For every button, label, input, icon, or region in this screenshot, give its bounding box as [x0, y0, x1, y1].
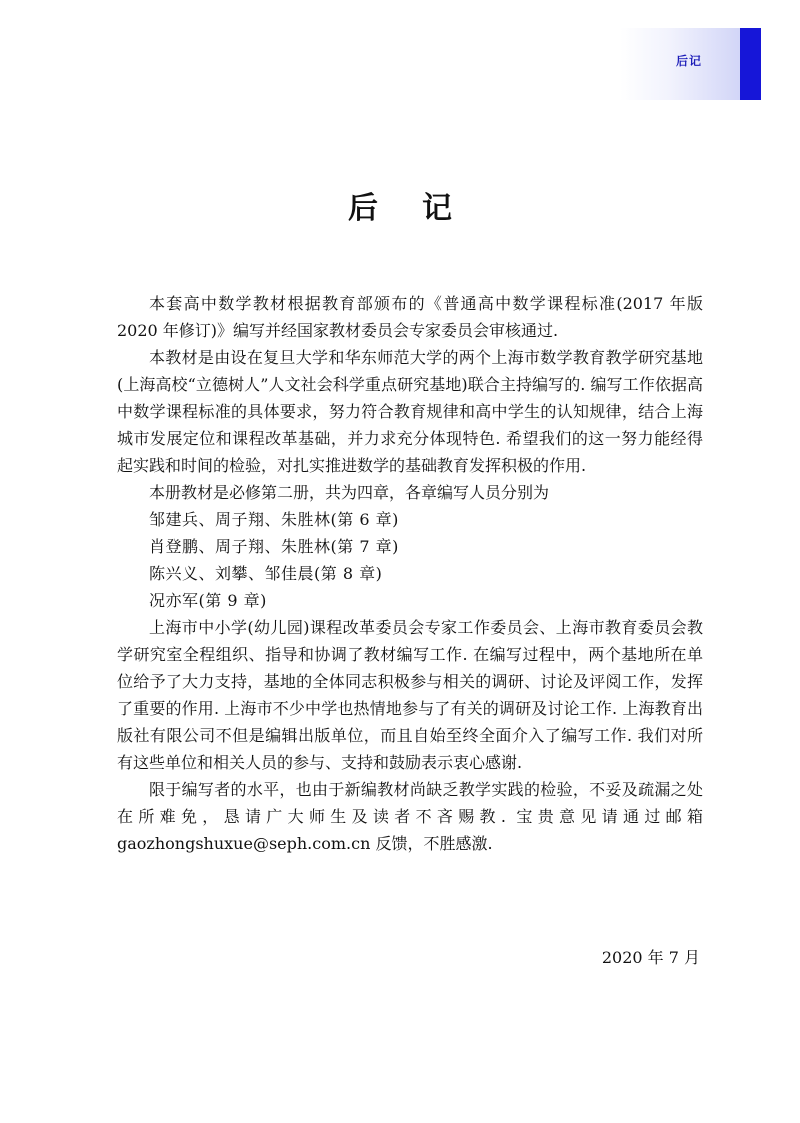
section-label: 后记 — [676, 54, 703, 68]
paragraph-authors-intro: 本册教材是必修第二册，共为四章，各章编写人员分别为 — [149, 483, 550, 502]
paragraph-acknowledgements: 上海市中小学(幼儿园)课程改革委员会专家工作委员会、上海市教育委员会教学研究室全程组织、指导和协调了教材编写工作. 在编写过程中，两个基地所在单位给予了大力支持，基地的全体同志积极参与相关的调研、讨论及评阅工作，发挥了重要的作用. 上海市不少中学也热情地参与了有关的调研及讨论工作. 上海教育出版社有限公司不但是编辑出版单位，而且自始至终全面介入了编写工作. 我们对所有这些单位和相关人员的参与、支持和鼓励表示衷心感谢. — [117, 618, 703, 772]
date-line: 2020 年 7 月 — [601, 948, 700, 967]
author-line-chapter-8: 陈兴义、刘攀、邹佳晨(第 8 章) — [149, 564, 383, 583]
body-text — [117, 290, 703, 857]
author-line-chapter-9: 况亦军(第 9 章) — [149, 591, 267, 610]
author-line-chapter-6: 邹建兵、周子翔、朱胜林(第 6 章) — [149, 510, 399, 529]
paragraph-intro: 本套高中数学教材根据教育部颁布的《普通高中数学课程标准(2017 年版 2020 年修订)》编写并经国家教材委员会专家委员会审核通过. — [117, 294, 703, 340]
paragraph-background: 本教材是由设在复旦大学和华东师范大学的两个上海市数学教育教学研究基地(上海高校“立德树人”人文社会科学重点研究基地)联合主持编写的. 编写工作依据高中数学课程标准的具体要求，努力符合教育规律和高中学生的认知规律，结合上海城市发展定位和课程改革基础，并力求充分体现特色. 希望我们的这一努力能经得起实践和时间的检验，对扎实推进数学的基础教育发挥积极的作用. — [117, 348, 703, 475]
author-line-chapter-7: 肖登鹏、周子翔、朱胜林(第 7 章) — [149, 537, 399, 556]
paragraph-feedback: 限于编写者的水平，也由于新编教材尚缺乏教学实践的检验，不妥及疏漏之处在所难免，恳请广大师生及读者不吝赐教. 宝贵意见请通过邮箱 gaozhongshuxue@seph.com.cn 反馈，不胜感激. — [117, 780, 703, 853]
page-title: 后记 — [348, 191, 496, 226]
corner-accent-bar — [740, 28, 761, 100]
